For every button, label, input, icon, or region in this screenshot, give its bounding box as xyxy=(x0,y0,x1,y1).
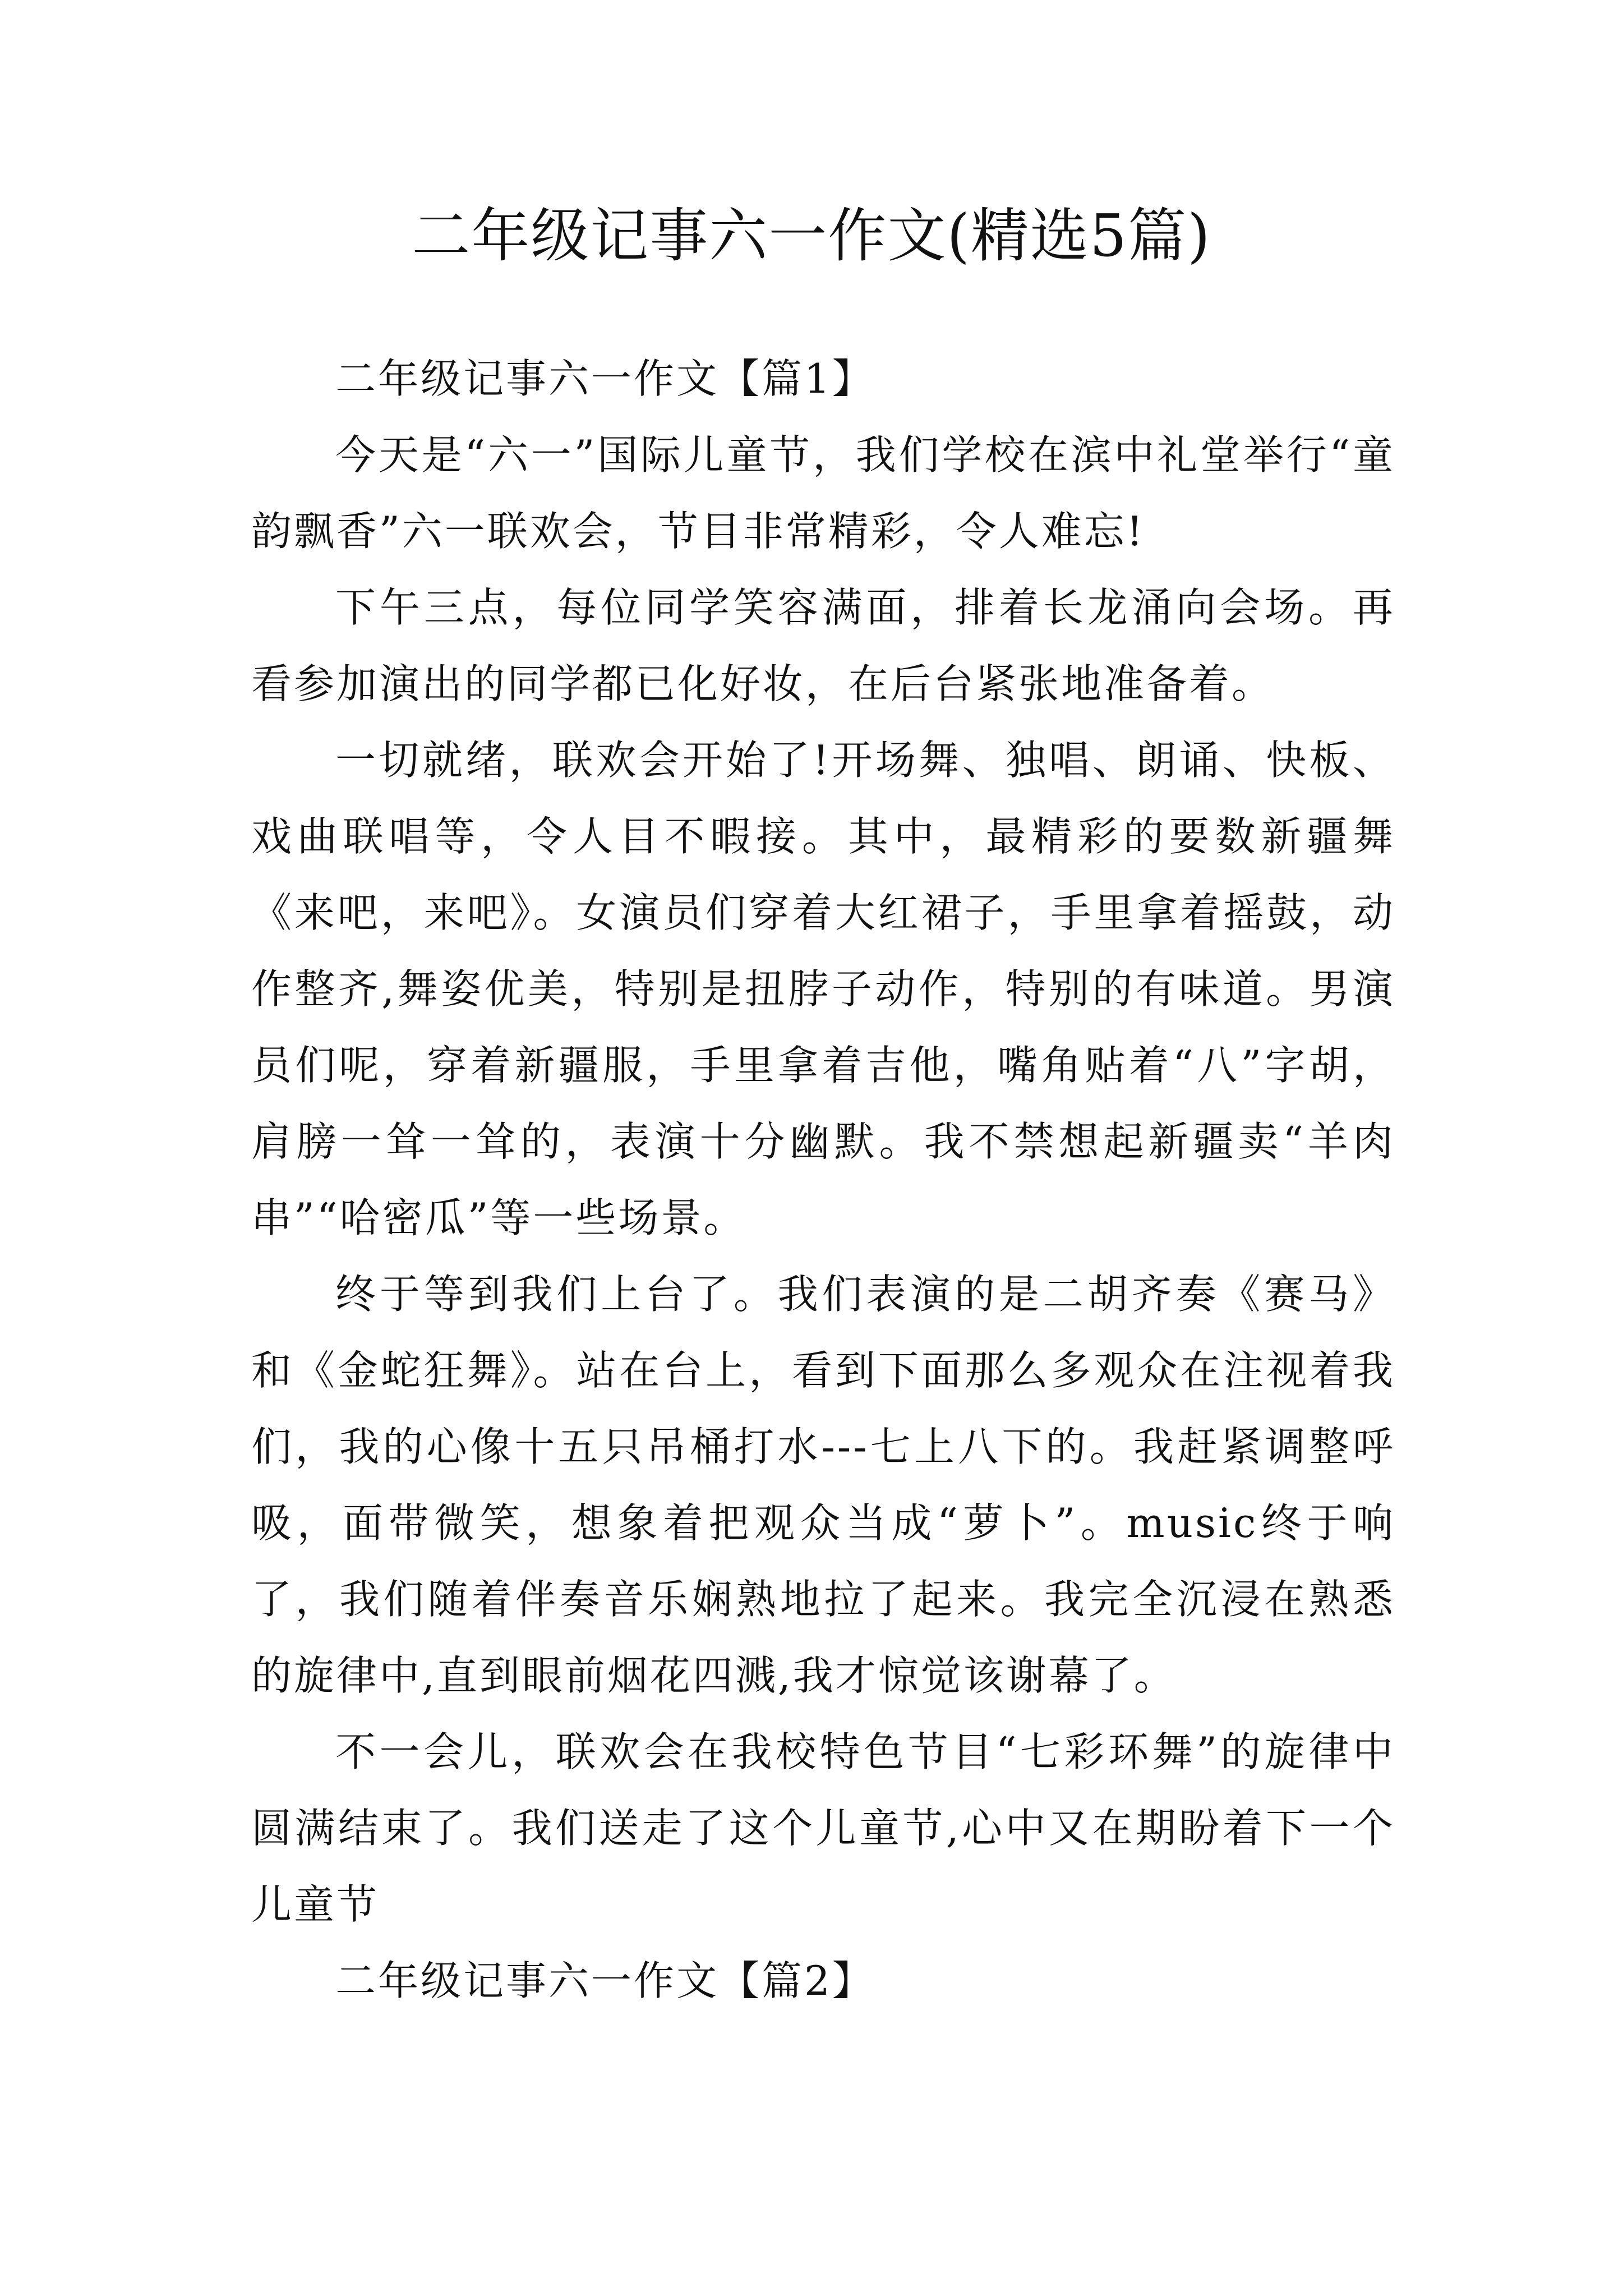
paragraph: 不一会儿，联欢会在我校特色节目“七彩环舞”的旋律中圆满结束了。我们送走了这个儿童节,心中又在期盼着下一个儿童节 xyxy=(251,1728,1395,1928)
paragraph: 下午三点，每位同学笑容满面，排着长龙涌向会场。再看参加演出的同学都已化好妆，在后台紧张地准备着。 xyxy=(251,584,1395,707)
section-heading: 二年级记事六一作文【篇2】 xyxy=(335,1957,875,2004)
document-title: 二年级记事六一作文(精选5篇) xyxy=(412,201,1211,270)
section-heading: 二年级记事六一作文【篇1】 xyxy=(335,355,875,402)
document-body xyxy=(251,341,1395,2019)
paragraph: 终于等到我们上台了。我们表演的是二胡齐奏《赛马》和《金蛇狂舞》。站在台上，看到下面那么多观众在注视着我们，我的心像十五只吊桶打水---七上八下的。我赶紧调整呼吸，面带微笑，想象着把观众当成“萝卜”。music终于响了，我们随着伴奏音乐娴熟地拉了起来。我完全沉浸在熟悉的旋律中,直到眼前烟花四溅,我才惊觉该谢幕了。 xyxy=(251,1271,1395,1699)
paragraph: 一切就绪，联欢会开始了!开场舞、独唱、朗诵、快板、戏曲联唱等，令人目不暇接。其中，最精彩的要数新疆舞《来吧，来吧》。女演员们穿着大红裙子，手里拿着摇鼓，动作整齐,舞姿优美，特别是扭脖子动作，特别的有味道。男演员们呢，穿着新疆服，手里拿着吉他，嘴角贴着“八”字胡，肩膀一耸一耸的，表演十分幽默。我不禁想起新疆卖“羊肉串”“哈密瓜”等一些场景。 xyxy=(251,737,1395,1241)
paragraph: 今天是“六一”国际儿童节，我们学校在滨中礼堂举行“童韵飘香”六一联欢会，节目非常精彩，令人难忘! xyxy=(251,431,1395,555)
